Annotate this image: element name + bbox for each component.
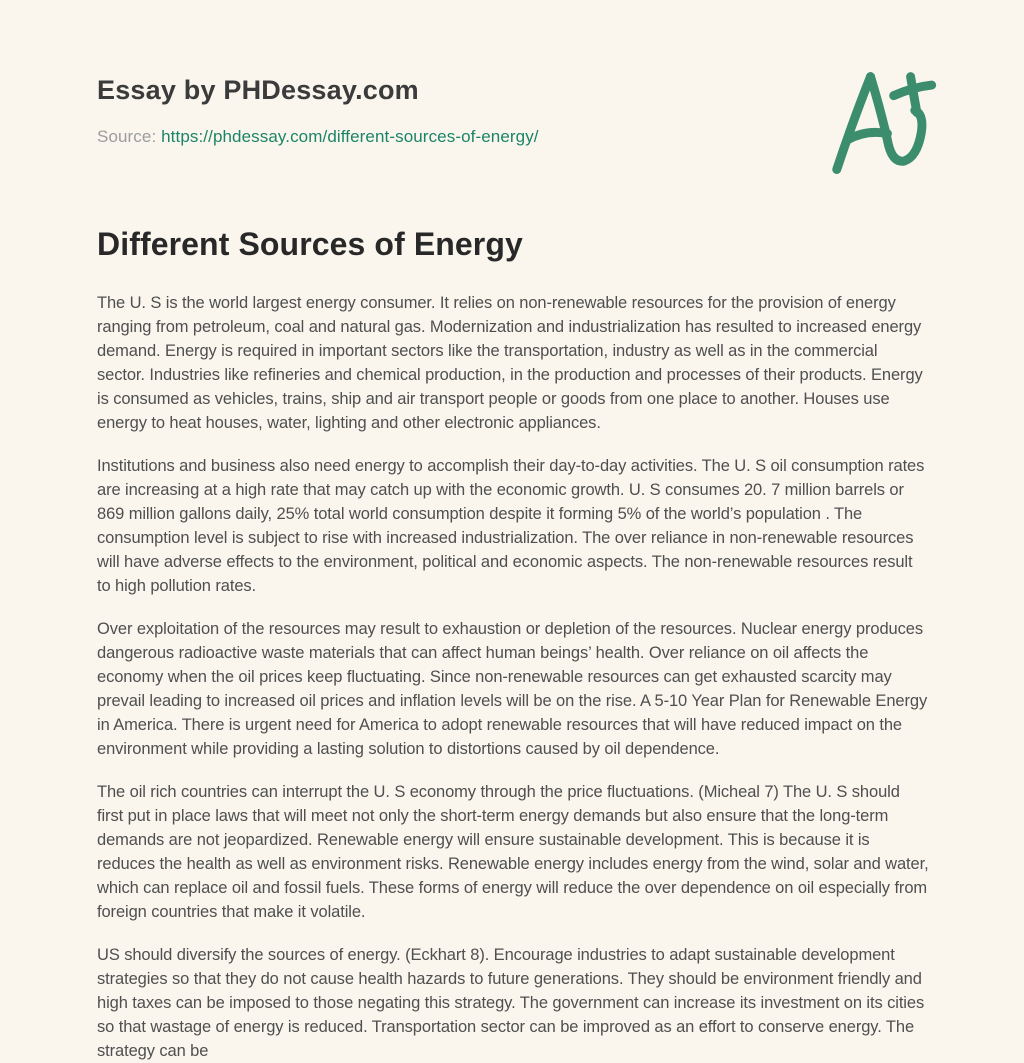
source-line [97, 127, 927, 147]
essay-paragraph: US should diversify the sources of energy. (Eckhart 8). Encourage industries to adapt sustainable development strategies so that they do not cause health hazards to future generations. They should be environment friendly and high taxes can be imposed to those negating this strategy. The government can increase its investment on its cities so that wastage of energy is reduced. Transportation sector can be improved as an effort to conserve energy. The strategy can be [97, 945, 925, 1060]
essay-paragraph: The U. S is the world largest energy consumer. It relies on non-renewable resources for the provision of energy ranging from petroleum, coal and natural gas. Modernization and industrialization has resulted to increased energy demand. Energy is required in important sectors like the transportation, industry as well as in the commercial sector. Industries like refineries and chemical production, in the production and processes of their products. Energy is consumed as vehicles, trains, ship and air transport people or goods from one place to another. Houses use energy to heat houses, water, lighting and other electronic appliances. [97, 293, 923, 432]
essay-body [97, 291, 929, 1063]
essay-paragraph: Over exploitation of the resources may result to exhaustion or depletion of the resources. Nuclear energy produces dangerous radioactive waste materials that can affect human beings’ health. Over reliance on oil affects the economy when the oil prices keep fluctuating. Since non-renewable resources can get exhausted scarcity may prevail leading to increased oil prices and inflation levels will be on the rise. A 5-10 Year Plan for Renewable Energy in America. There is urgent need for America to adopt renewable resources that will have reduced impact on the environment while providing a lasting solution to distortions caused by oil dependence. [97, 619, 928, 758]
source-link[interactable]: https://phdessay.com/different-sources-of-energy/ [161, 127, 539, 147]
page-header [97, 0, 927, 147]
essay-paragraph: The oil rich countries can interrupt the U. S economy through the price fluctuations. (Micheal 7) The U. S should first put in place laws that will meet not only the short-term energy demands but also ensure that the long-term demands are not jeopardized. Renewable energy will ensure sustainable development. This is because it is reduces the health as well as environment risks. Renewable energy includes energy from the wind, solar and water, which can replace oil and fossil fuels. These forms of energy will reduce the over dependence on oil especially from foreign countries that make it volatile. [97, 782, 929, 921]
page-title: Different Sources of Energy [97, 226, 523, 263]
essay-paragraph: Institutions and business also need energy to accomplish their day-to-day activities. The U. S oil consumption rates are increasing at a high rate that may catch up with the economic growth. U. S consumes 20. 7 million barrels or 869 million gallons daily, 25% total world consumption despite it forming 5% of the world’s population . The consumption level is subject to rise with increased industrialization. The over reliance in non-renewable resources will have adverse effects to the environment, political and economic aspects. The non-renewable resources result to high pollution rates. [97, 456, 925, 595]
source-label: Source: [97, 127, 157, 147]
byline-heading: Essay by PHDessay.com [97, 75, 419, 105]
a-plus-logo-icon [822, 64, 938, 180]
essay-main [97, 227, 927, 1062]
